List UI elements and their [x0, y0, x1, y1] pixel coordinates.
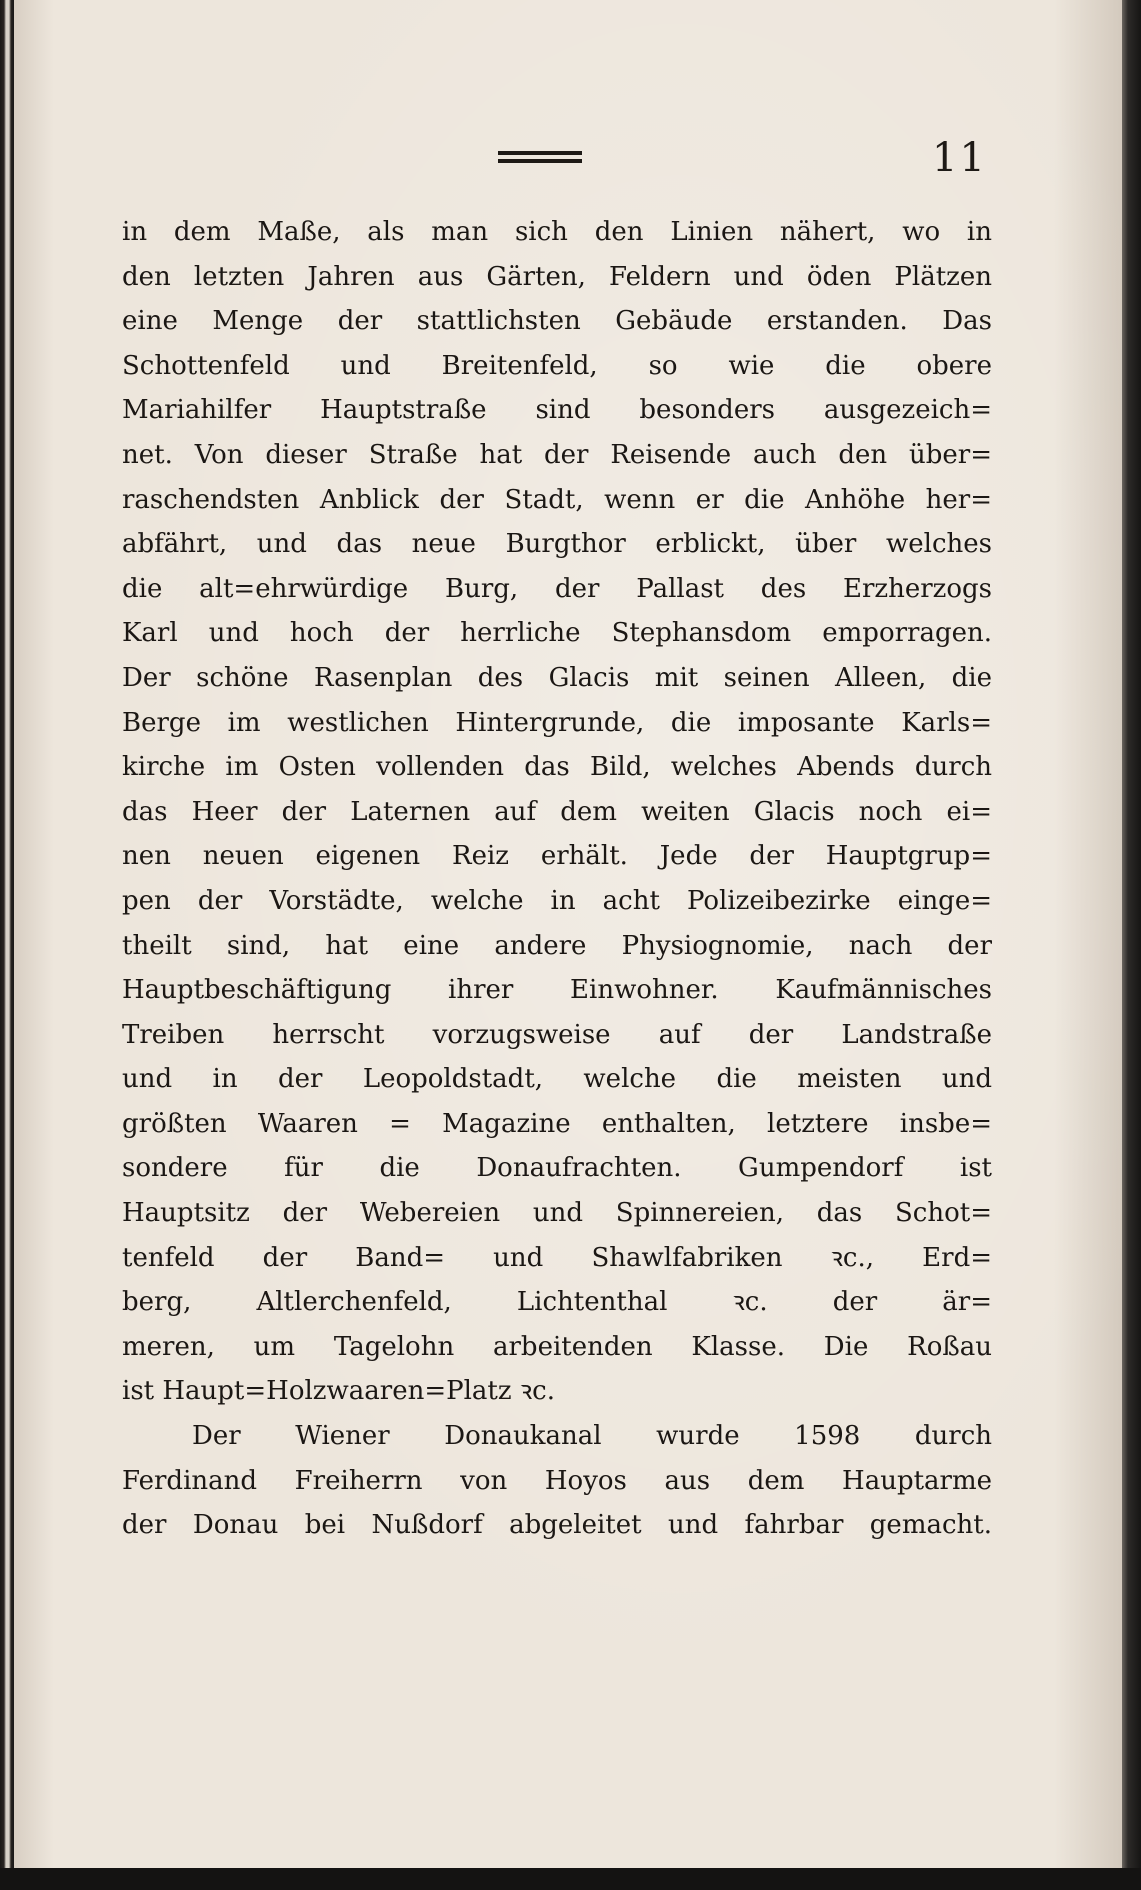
text-line: Karl und hoch der herrliche Stephansdom emporragen.: [122, 618, 992, 649]
text-line: Hauptbeschäftigung ihrer Einwohner. Kaufmännisches: [122, 975, 992, 1006]
text-line: Schottenfeld und Breitenfeld, so wie die obere: [122, 350, 992, 381]
text-line: Der schöne Rasenplan des Glacis mit seinen Alleen, die: [122, 662, 992, 693]
text-line: meren, um Tagelohn arbeitenden Klasse. Die Roßau: [122, 1331, 992, 1362]
text-line: in dem Maße, als man sich den Linien nähert, wo in: [122, 217, 992, 247]
paragraph-start-line: Der Wiener Donaukanal wurde 1598 durch: [192, 1421, 992, 1452]
header-rule: [498, 151, 582, 155]
text-line: kirche im Osten vollenden das Bild, welches Abends durch: [122, 752, 992, 783]
text-line: der Donau bei Nußdorf abgeleitet und fahrbar gemacht.: [122, 1510, 992, 1541]
page-header: [14, 135, 1122, 181]
text-line: Treiben herrscht vorzugsweise auf der Landstraße: [122, 1019, 992, 1050]
text-line: die alt=ehrwürdige Burg, der Pallast des Erzherzogs: [122, 573, 992, 604]
text-line: und in der Leopoldstadt, welche die meisten und: [122, 1064, 992, 1095]
text-line: abfährt, und das neue Burgthor erblickt, über welches: [122, 529, 992, 560]
text-line: net. Von dieser Straße hat der Reisende auch den über=: [122, 439, 992, 470]
page-number: 11: [932, 135, 987, 181]
text-line: Mariahilfer Hauptstraße sind besonders ausgezeich=: [122, 395, 992, 426]
text-line: größten Waaren = Magazine enthalten, letztere insbe=: [122, 1108, 992, 1139]
text-line: das Heer der Laternen auf dem weiten Glacis noch ei=: [122, 796, 992, 827]
book-spine-edge: [1122, 0, 1141, 1890]
text-line: sondere für die Donaufrachten. Gumpendorf ist: [122, 1153, 992, 1184]
text-line: raschendsten Anblick der Stadt, wenn er die Anhöhe her=: [122, 484, 992, 515]
text-line: ist Haupt=Holzwaaren=Platz ꝛc.: [122, 1376, 555, 1407]
page-bottom-shadow: [0, 1868, 1141, 1890]
text-line: pen der Vorstädte, welche in acht Polizeibezirke einge=: [122, 885, 992, 916]
text-line: eine Menge der stattlichsten Gebäude erstanden. Das: [122, 306, 992, 337]
text-line: theilt sind, hat eine andere Physiognomie, nach der: [122, 930, 992, 961]
text-line: berg, Altlerchenfeld, Lichtenthal ꝛc. der är=: [122, 1287, 992, 1318]
text-line: Hauptsitz der Webereien und Spinnereien, das Schot=: [122, 1198, 992, 1229]
book-page: [14, 0, 1122, 1870]
text-line: den letzten Jahren aus Gärten, Feldern und öden Plätzen: [122, 261, 992, 292]
text-line: nen neuen eigenen Reiz erhält. Jede der Hauptgrup=: [122, 841, 992, 872]
text-line: Ferdinand Freiherrn von Hoyos aus dem Hauptarme: [122, 1465, 992, 1496]
body-text: [122, 210, 992, 1548]
text-line: Berge im westlichen Hintergrunde, die imposante Karls=: [122, 707, 992, 738]
text-line: tenfeld der Band= und Shawlfabriken ꝛc., Erd=: [122, 1242, 992, 1273]
